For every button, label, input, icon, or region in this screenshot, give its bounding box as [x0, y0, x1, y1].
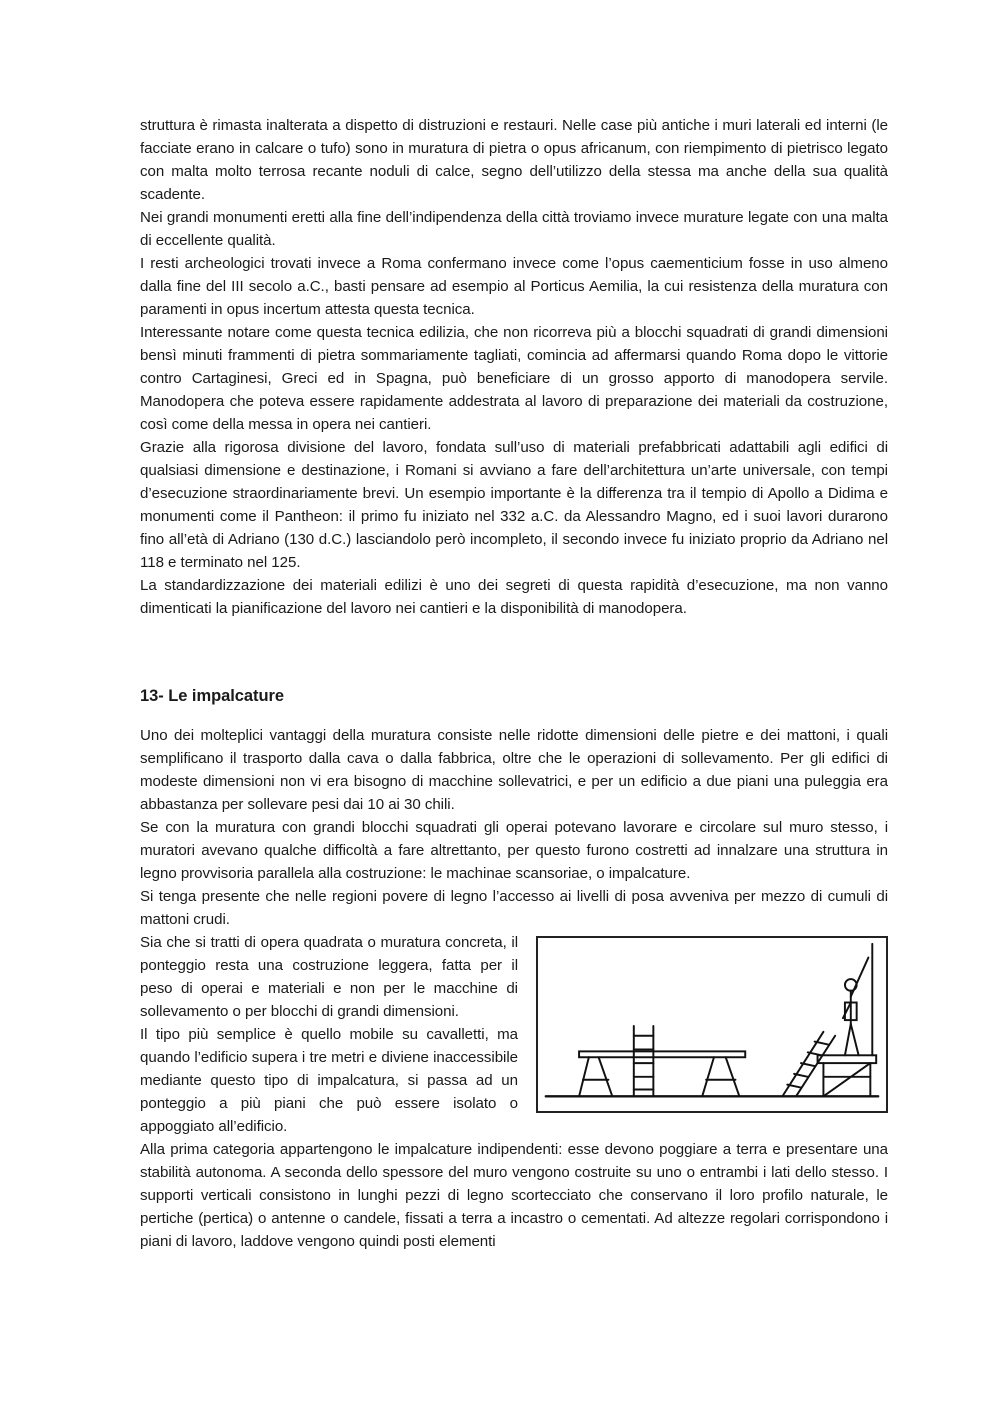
paragraph-independent-scaffolding: Alla prima categoria appartengono le impalcature indipendenti: esse devono poggiare a terra e presentare una stabilità autonoma. A seconda dello spessore del muro vengono costruite su uno o entrambi i lati dello stesso. I supporti verticali consistono in lunghi pezzi di legno scortecciato che conservano il loro profilo naturale, le pertiche (pertica) o antenne o candele, fissati a terra a incastro o cementati. Ad altezze regolari corrispondono i piani di lavoro, laddove vengono quindi posti elementi — [140, 1141, 888, 1250]
section-heading: 13- Le impalcature — [140, 687, 284, 705]
paragraph-light-scaffold: Sia che si tratti di opera quadrata o muratura concreta, il ponteggio resta una costruzione leggera, fatta per il peso di operai e materiali e non per le macchine di sollevamento o per blocchi di grandi dimensioni. — [140, 934, 518, 1020]
paragraph-mud-bricks: Si tenga presente che nelle regioni povere di legno l’accesso ai livelli di posa avveniva per mezzo di cumuli di mattoni crudi. — [140, 888, 888, 928]
paragraph-scaffolding-need: Se con la muratura con grandi blocchi squadrati gli operai potevano lavorare e circolare sul muro stesso, i muratori avevano qualche difficoltà a fare altrettanto, per questo furono costretti ad innalzare una struttura in legno provvisoria parallela alla costruzione: le machinae scansoriae, o impalcature. — [140, 819, 888, 882]
paragraph-trestle-type: Il tipo più semplice è quello mobile su cavalletti, ma quando l’edificio supera i tre metri e diviene inaccessibile mediante questo tipo di impalcatura, si passa ad un ponteggio a più piani che può essere isolato o appoggiato all’edificio. — [140, 1026, 518, 1135]
paragraph-division-of-labour: Grazie alla rigorosa divisione del lavoro, fondata sull’uso di materiali prefabbricati adattabili agli edifici di qualsiasi dimensione e destinazione, i Romani si avviano a fare dell’architettura un’arte universale, con tempi d’esecuzione straordinariamente brevi. Un esempio importante è la differenza tra il tempio di Apollo a Didima e monumenti come il Pantheon: il primo fu iniziato nel 332 a.C. da Alessandro Magno, ed i suoi lavori durarono fino all’età di Adriano (130 d.C.) lasciandolo però incompleto, il secondo invece fu iniziato proprio da Adriano nel 118 e terminato nel 125. — [140, 439, 888, 571]
scaffolding-drawing — [538, 938, 886, 1111]
paragraph-rome-remains: I resti archeologici trovati invece a Roma confermano invece come l’opus caementicium fosse in uso almeno dalla fine del III secolo a.C., basti pensare ad esempio al Porticus Aemilia, la cui resistenza della muratura con paramenti in opus incertum attesta questa tecnica. — [140, 255, 888, 318]
document-page — [140, 114, 888, 1253]
paragraph-monuments: Nei grandi monumenti eretti alla fine dell’indipendenza della città troviamo invece murature legate con una malta di eccellente qualità. — [140, 209, 888, 249]
scaffolding-illustration — [536, 936, 888, 1113]
paragraph-technique: Interessante notare come questa tecnica edilizia, che non ricorreva più a blocchi squadrati di grandi dimensioni bensì minuti frammenti di pietra sommariamente tagliati, comincia ad affermarsi quando Roma dopo le vittorie contro Cartaginesi, Greci ed in Spagna, può beneficiare di un grosso apporto di manodopera servile. Manodopera che poteva essere rapidamente addestrata al lavoro di preparazione dei materiali da costruzione, così come della messa in opera nei cantieri. — [140, 324, 888, 433]
paragraph-structure: struttura è rimasta inalterata a dispetto di distruzioni e restauri. Nelle case più antiche i muri laterali ed interni (le facciate erano in calcare o tufo) sono in muratura di pietra o opus africanum, con riempimento di pietrisco legato con malta molto terrosa recante noduli di calce, segno dell’utilizzo della stessa ma anche della sua qualità scadente. — [140, 117, 888, 203]
paragraph-standardization: La standardizzazione dei materiali edilizi è uno dei segreti di questa rapidità d’esecuzione, ma non vanno dimenticati la pianificazione del lavoro nei cantieri e la disponibilità di manodopera. — [140, 577, 888, 617]
paragraph-advantages: Uno dei molteplici vantaggi della muratura consiste nelle ridotte dimensioni delle pietre e dei mattoni, i quali semplificano il trasporto dalla cava o dalla fabbrica, oltre che le operazioni di sollevamento. Per gli edifici di modeste dimensioni non vi era bisogno di macchine sollevatrici, e per un edificio a due piani una puleggia era abbastanza per sollevare pesi dai 10 ai 30 chili. — [140, 727, 888, 813]
